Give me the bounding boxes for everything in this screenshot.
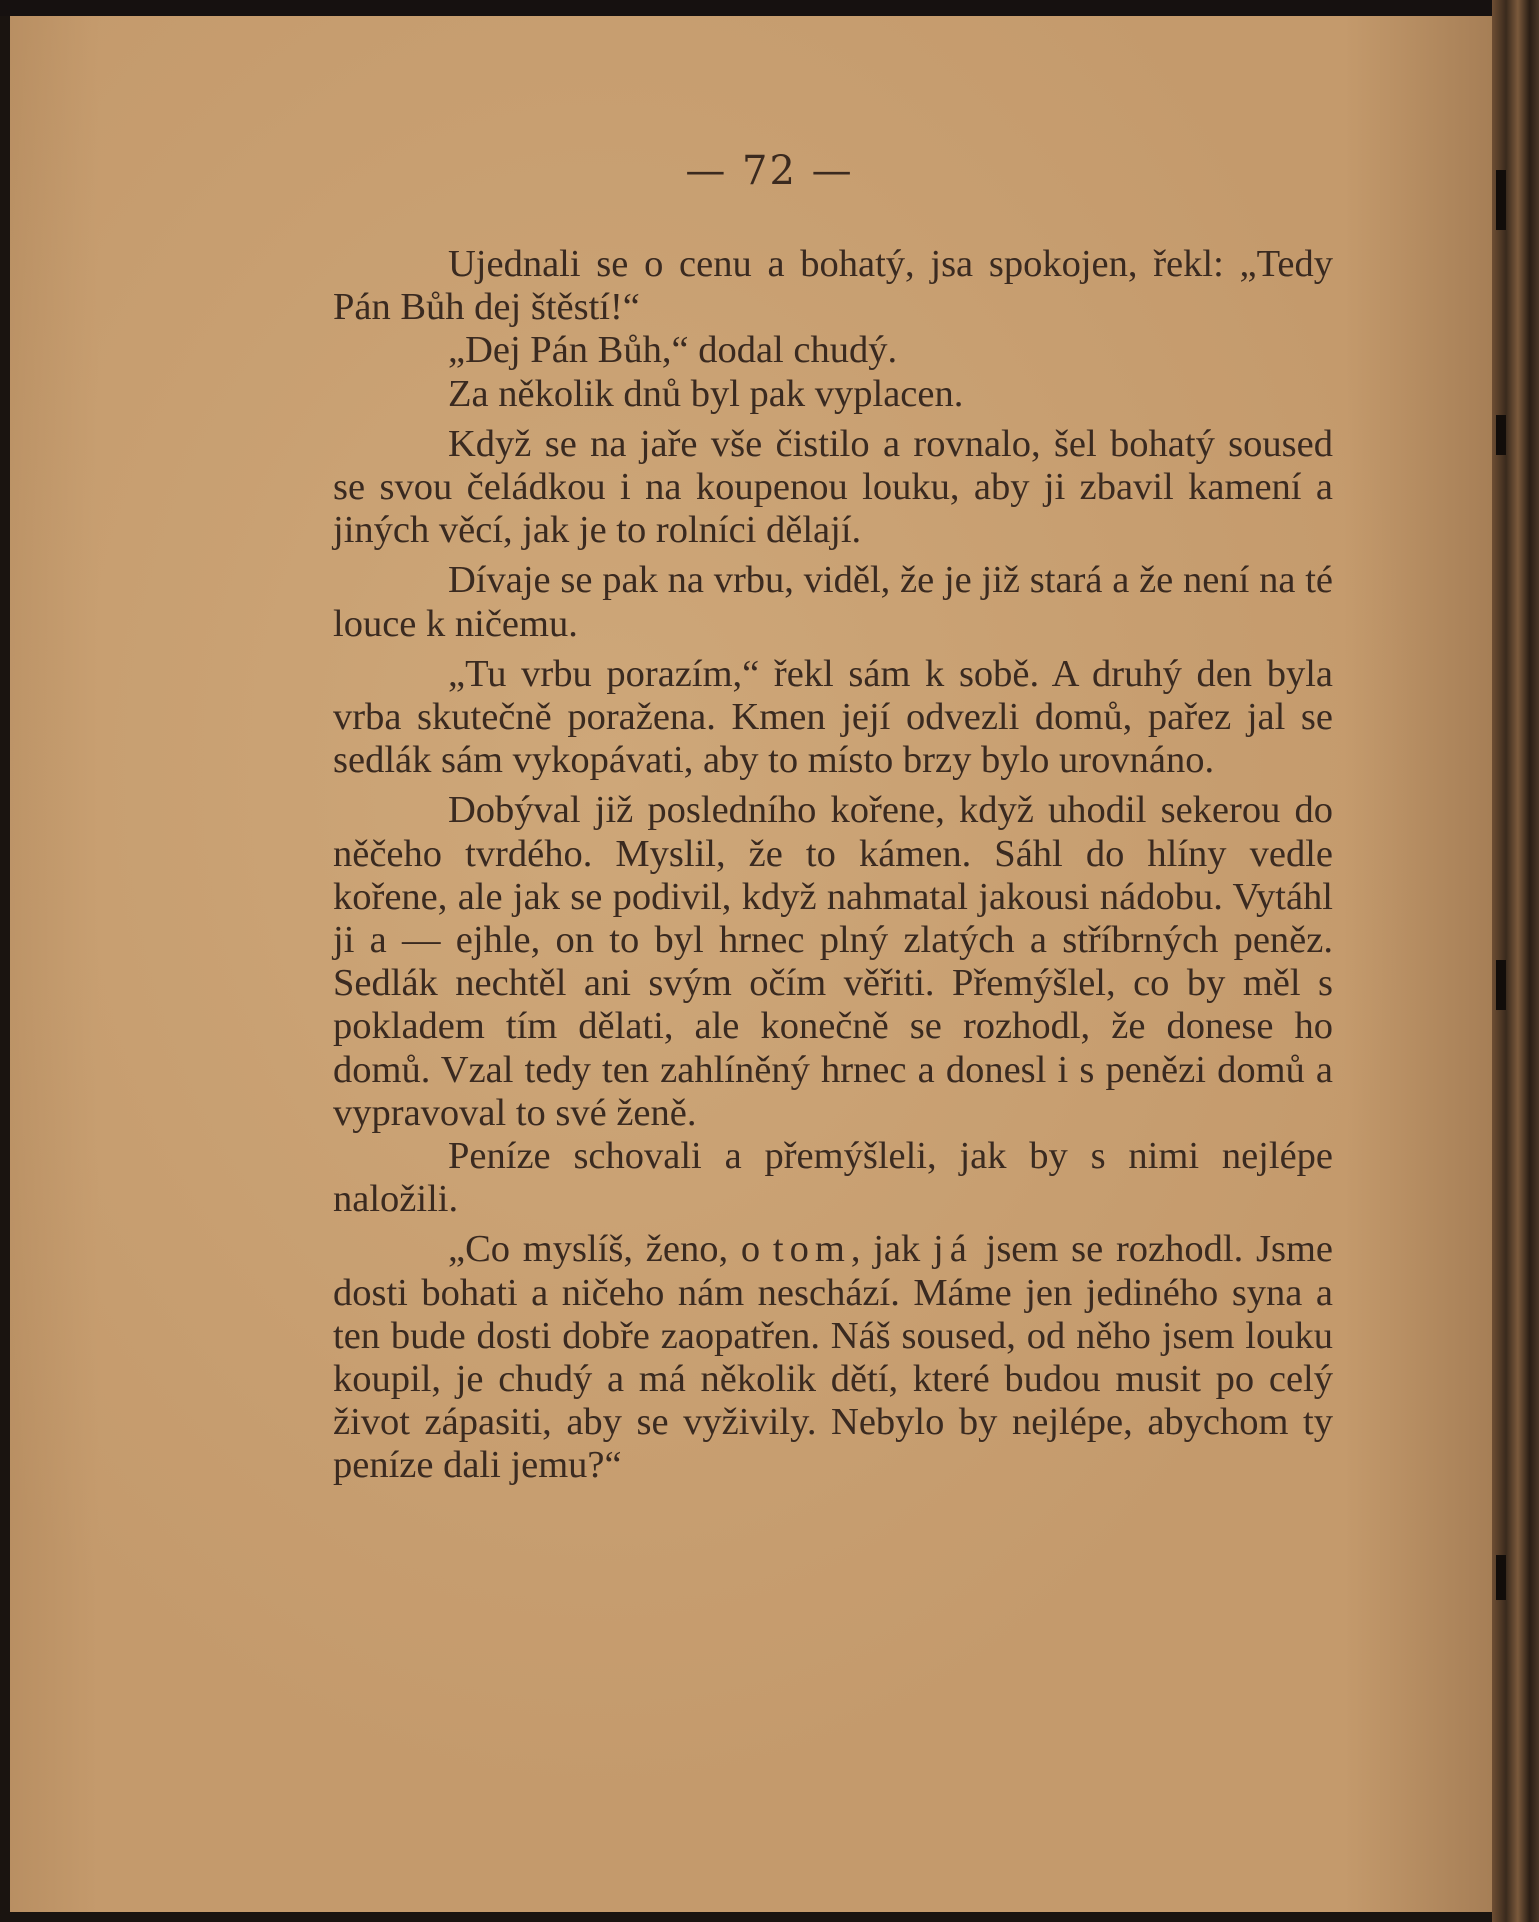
- gutter-shadow: [1496, 1555, 1506, 1600]
- paragraph: „Dej Pán Bůh,“ dodal chudý.: [448, 329, 898, 372]
- paragraph: Dívaje se pak na vrbu, viděl, že je již stará a že není na té louce k ničemu.: [333, 559, 1333, 645]
- paragraph: Za několik dnů byl pak vyplacen.: [448, 372, 964, 415]
- paragraph: „Tu vrbu porazím,“ řekl sám k sobě. A druhý den byla vrba skutečně poražena. Kmen její odvezli domů, pařez jal se sedlák sám vykopávati, aby to místo brzy bylo urovnáno.: [333, 652, 1333, 782]
- text-run: , jak: [850, 1228, 934, 1271]
- text-run: jsem se rozhodl. Jsme dosti bohati a ničeho nám neschází. Máme jen jediného syna a ten bude dosti dobře zaopatřen. Náš soused, od něho jsem louku koupil, je chudý a má několik dětí, které budou musit po celý život zápasiti, aby se vyživily. Nebylo by nejlépe, abychom ty peníze dali jemu?“: [333, 1228, 1334, 1487]
- paragraph: Dobýval již posledního kořene, když uhodil sekerou do něčeho tvrdého. Myslil, že to kámen. Sáhl do hlíny vedle kořene, ale jak se podivil, když nahmatal jakousi nádobu. Vytáhl ji a — ejhle, on to byl hrnec plný zlatých a stříbrných peněz. Sedlák nechtěl ani svým očím věřiti. Přemýšlel, co by měl s pokladem tím dělati, ale konečně se rozhodl, že donese ho domů. Vzal tedy ten zahlíněný hrnec a donesl i s penězi domů a vypravoval to své ženě.: [333, 789, 1333, 1134]
- body-text: [333, 243, 1333, 1488]
- spaced-emphasis: tom: [772, 1228, 851, 1271]
- spaced-emphasis: já: [933, 1228, 973, 1271]
- gutter-shadow: [1496, 960, 1506, 1010]
- gutter-shadow: [1496, 415, 1506, 455]
- paragraph-with-emphasis: [333, 1228, 1333, 1487]
- scan-top-edge: [0, 0, 1539, 16]
- paragraph: Ujednali se o cenu a bohatý, jsa spokojen, řekl: „Tedy Pán Bůh dej štěstí!“: [333, 243, 1333, 329]
- paragraph: Peníze schovali a přemýšleli, jak by s nimi nejlépe naložili.: [333, 1135, 1333, 1221]
- paragraph: Když se na jaře vše čistilo a rovnalo, šel bohatý soused se svou čeládkou i na koupenou louku, aby ji zbavil kamení a jiných věcí, jak je to rolníci dělají.: [333, 422, 1333, 552]
- text-run: „Co myslíš, ženo, o: [448, 1228, 773, 1271]
- page-number: — 72 —: [685, 148, 854, 194]
